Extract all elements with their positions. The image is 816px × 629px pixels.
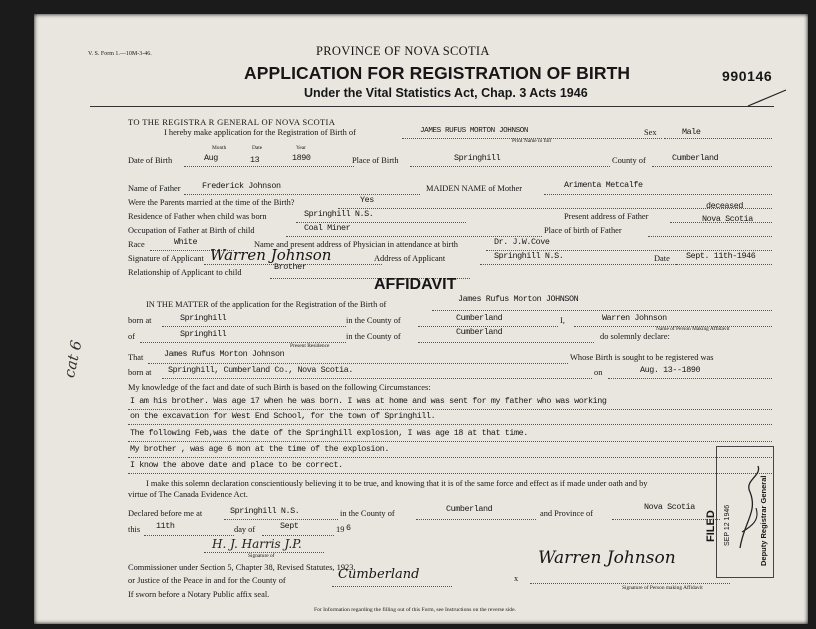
declared-at-line — [224, 519, 338, 520]
place-birth-father-value: Nova Scotia — [702, 214, 753, 224]
father-name-label: Name of Father — [128, 184, 181, 193]
birth-month-value: Aug — [204, 153, 218, 163]
child-name-value: JAMES RUFUS MORTON JOHNSON — [420, 127, 529, 135]
sex-label: Sex — [644, 128, 657, 137]
occupation-father-value: Coal Miner — [304, 223, 351, 233]
born-at-line — [162, 326, 346, 327]
commissioner-signature: H. J. Harris J.P. — [212, 537, 302, 551]
declared-county-value: Cumberland — [446, 504, 493, 514]
form-number: V. S. Form 1.—10M-3-46. — [88, 51, 152, 57]
circumstance-line-3: The following Feb,was the date of the Springhill explosion, I was age 18 at that time. — [130, 428, 528, 438]
declared-before-label: Declared before me at — [128, 509, 203, 518]
circumstance-line-4: My brother , was age 6 mon at the time of the explosion. — [130, 444, 390, 454]
applicant-address-value: Springhill N.S. — [494, 251, 564, 261]
affidavit-child-value: James Rufus Morton JOHNSON — [458, 294, 579, 304]
punch-hole — [20, 120, 32, 132]
physician-label: Name and present address of Physician in attendance at birth — [254, 240, 458, 249]
name-making-hint: Name of Person Making Affidavit — [656, 326, 730, 332]
province-heading: PROVINCE OF NOVA SCOTIA — [316, 44, 490, 58]
declared-province-line — [612, 519, 720, 520]
registrar-stamp-text: Deputy Registrar General — [759, 475, 768, 566]
year-hint: Year — [296, 145, 306, 151]
circ-line-1 — [128, 409, 772, 410]
declarant-signature: Warren Johnson — [538, 548, 676, 568]
declarant-of-value: Springhill — [180, 329, 227, 339]
place-of-birth-line — [410, 166, 610, 167]
signature-of-hint: Signature of — [248, 553, 275, 559]
circumstance-line-5: I know the above date and place to be correct. — [130, 460, 343, 470]
year-value: 6 — [346, 523, 351, 533]
sex-line — [664, 138, 772, 139]
place-birth-father-label: Place of birth of Father — [544, 226, 622, 235]
i-label: I, — [560, 316, 565, 325]
race-label: Race — [128, 240, 145, 249]
declared-county-label: in the County of — [340, 509, 395, 518]
that-label: That — [128, 353, 144, 362]
present-residence-line — [148, 363, 568, 364]
born-at-value: Springhill — [180, 313, 227, 323]
affidavit-child-line — [432, 310, 772, 311]
date-label: Date — [654, 254, 670, 263]
day-line — [144, 535, 234, 536]
sex-value: Male — [682, 127, 701, 137]
residence-father-label: Residence of Father when child was born — [128, 212, 267, 221]
declared-province-value: Nova Scotia — [644, 502, 695, 512]
born-county-value: Cumberland — [456, 313, 503, 323]
in-the-matter-label: IN THE MATTER of the application for the Registration of the Birth of — [146, 300, 387, 309]
mother-maiden-value: Arimenta Metcalfe — [564, 180, 643, 190]
present-residence-hint: Present Residence — [290, 343, 330, 349]
date-line — [676, 264, 772, 265]
month-value: Sept — [280, 521, 299, 531]
birth-day-value: 13 — [250, 155, 260, 165]
relationship-label: Relationship of Applicant to child — [128, 268, 242, 277]
birth-registration-form — [34, 14, 808, 624]
affidavit-heading: AFFIDAVIT — [374, 276, 457, 293]
circumstance-line-1: I am his brother. Was age 17 when he was born. I was at home and was sent for my father who was working — [130, 396, 607, 406]
this-label: this — [128, 525, 141, 534]
application-date-value: Sept. 11th-1946 — [686, 251, 756, 261]
place-of-birth-label: Place of Birth — [352, 156, 399, 165]
of-county-label: in the County of — [346, 332, 401, 341]
physician-value: Dr. J.W.Cove — [494, 237, 550, 247]
county-signature: Cumberland — [338, 567, 420, 582]
maiden-name-line — [544, 194, 772, 195]
born-at-label: born at — [128, 316, 152, 325]
name-full-hint: Print Name in full — [512, 138, 552, 144]
registrar-initials-icon — [734, 462, 768, 554]
filed-stamp-date: SEP 12 1946 — [724, 504, 731, 546]
born-at-2-label: born at — [128, 368, 152, 377]
notary-label: If sworn before a Notary Public affix seal. — [128, 590, 270, 599]
declarant-sign-line — [530, 583, 730, 584]
apply-label: I hereby make application for the Registration of Birth of — [164, 128, 356, 137]
x-mark: x — [514, 574, 519, 583]
relationship-value: Brother — [274, 262, 307, 272]
day-of-label: day of — [234, 525, 256, 534]
check-mark-icon — [746, 86, 790, 110]
year-prefix: 19 — [336, 525, 345, 534]
date-of-birth-label: Date of Birth — [128, 156, 173, 165]
place-of-birth-value: Springhill — [454, 153, 501, 163]
county-label: County of — [612, 156, 646, 165]
race-value: White — [174, 237, 198, 247]
province-of-label: and Province of — [540, 509, 594, 518]
declaration-line-2: virtue of The Canada Evidence Act. — [128, 490, 248, 499]
circumstance-line-2: on the excavation for West End School, for the town of Springhill. — [130, 411, 436, 421]
justice-county-line — [332, 586, 452, 587]
place-birth-father-line — [648, 236, 772, 237]
address-applicant-line — [480, 264, 680, 265]
commissioner-label: Commissioner under Section 5, Chapter 38, Revised Statutes, 1923, — [128, 563, 356, 572]
father-name-value: Frederick Johnson — [202, 181, 281, 191]
applicant-signature: Warren Johnson — [210, 246, 332, 264]
birth-place-full-line — [162, 378, 592, 379]
margin-note: cat 6 — [60, 338, 86, 380]
registration-number: 990146 — [722, 68, 773, 84]
birth-place-full-value: Springhill, Cumberland Co., Nova Scotia. — [168, 365, 354, 375]
birth-year-value: 1890 — [292, 153, 311, 163]
date-hint: Date — [252, 145, 263, 151]
declared-county-line — [416, 519, 536, 520]
month-line — [262, 535, 334, 536]
circ-line-4 — [128, 457, 772, 458]
signature-person-hint: Signature of Person making Affidavit — [622, 585, 703, 591]
of-county-line — [418, 342, 594, 343]
form-title: APPLICATION FOR REGISTRATION OF BIRTH — [244, 63, 631, 83]
residence-father-value: Springhill N.S. — [304, 209, 374, 219]
solemnly-declare-label: do solemnly declare: — [600, 332, 670, 341]
on-label: on — [594, 368, 603, 377]
to-registrar-line: TO THE REGISTRA R GENERAL OF NOVA SCOTIA — [128, 117, 336, 127]
header-divider — [90, 106, 774, 107]
whose-birth-label: Whose Birth is sought to be registered was — [570, 353, 714, 362]
circ-line-5 — [128, 473, 772, 474]
present-address-father-label: Present address of Father — [564, 212, 649, 221]
declarant-county-value: Cumberland — [456, 327, 503, 337]
footer-note: For Information regarding the filling out of this Form, see Instructions on the reverse side. — [314, 607, 516, 613]
present-residence-value: James Rufus Morton Johnson — [164, 349, 285, 359]
birth-date-line — [608, 378, 772, 379]
father-name-line — [184, 194, 420, 195]
justice-label: or Justice of the Peace in and for the County of — [128, 576, 286, 585]
born-county-label: in the County of — [346, 316, 401, 325]
filed-stamp-text: FILED — [705, 510, 717, 542]
declaration-line-1: I make this solemn declaration conscientiously believing it to be true, and knowing that it is of the same force and effect as if made under oath and by — [146, 479, 648, 488]
of-label: of — [128, 332, 135, 341]
county-line — [652, 166, 772, 167]
signature-applicant-label: Signature of Applicant — [128, 254, 204, 263]
parents-married-value: Yes — [360, 195, 374, 205]
parents-married-label: Were the Parents married at the time of the Birth? — [128, 198, 295, 207]
circ-line-2 — [128, 424, 772, 425]
maiden-name-label: MAIDEN NAME of Mother — [426, 184, 523, 193]
month-hint: Month — [212, 145, 227, 151]
county-value: Cumberland — [672, 153, 719, 163]
declared-at-value: Springhill N.S. — [230, 506, 300, 516]
form-subtitle: Under the Vital Statistics Act, Chap. 3 Acts 1946 — [304, 86, 588, 100]
birth-date-value: Aug. 13--1890 — [640, 365, 701, 375]
day-value: 11th — [156, 521, 175, 531]
knowledge-label: My knowledge of the fact and date of such Birth is based on the following Circumstances: — [128, 383, 431, 392]
declarant-value: Warren Johnson — [602, 313, 667, 323]
present-address-father-value: deceased — [706, 201, 744, 211]
circ-line-3 — [128, 441, 772, 442]
dob-line — [184, 166, 354, 167]
address-applicant-label: Address of Applicant — [374, 254, 446, 263]
occupation-father-label: Occupation of Father at Birth of child — [128, 226, 255, 235]
